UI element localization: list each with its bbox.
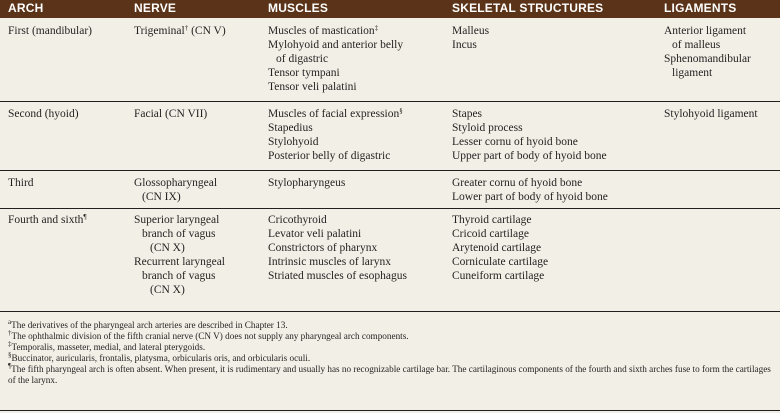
skeletal-cell: [452, 24, 489, 52]
muscles-cell: [268, 24, 403, 94]
arch-cell: [8, 213, 87, 227]
nerve-cell: [134, 176, 217, 204]
ligament-item: Sphenomandibular: [664, 53, 751, 65]
nerve-name: Glossopharyngeal: [134, 177, 218, 189]
footnote-pilcrow: [8, 364, 773, 386]
nerve-name: Recurrent laryngeal: [134, 256, 225, 268]
muscles-cell: [268, 107, 403, 163]
ligament-item: ligament: [672, 67, 713, 79]
muscle-item: Levator veli palatini: [268, 228, 362, 240]
nerve-name: Facial (CN VII): [134, 108, 208, 120]
ligament-item: of malleus: [672, 39, 721, 51]
arch-name: First (mandibular): [8, 25, 92, 37]
arch-name: Fourth and sixth: [8, 214, 84, 226]
skeletal-item: Cuneiform cartilage: [452, 270, 545, 282]
nerve-name: Trigeminal: [134, 25, 185, 37]
column-header-ligaments: LIGAMENTS: [664, 1, 737, 15]
nerve-name: (CN IX): [142, 191, 181, 203]
muscle-item: Stapedius: [268, 122, 313, 134]
footnote-text: The derivatives of the pharyngeal arch arteries are described in Chapter 13.: [11, 320, 288, 330]
footnote-mark: †: [184, 24, 189, 32]
ligaments-cell: [664, 107, 758, 121]
muscle-item: Posterior belly of digastric: [268, 150, 391, 162]
column-header-muscles: MUSCLES: [268, 1, 329, 15]
footnote-text: The fifth pharyngeal arch is often absent. When present, it is rudimentary and usually has no recognizable cartilage bar. The cartilaginous components of the fourth and sixth arches fuse to form the cartilages of the larynx.: [8, 364, 771, 385]
footnote-double-dagger: [8, 342, 773, 353]
footnote-dagger: [8, 331, 773, 342]
skeletal-item: Stapes: [452, 108, 483, 120]
footnote-mark: ¶: [83, 213, 87, 221]
arch-cell: [8, 24, 92, 38]
muscle-item: Cricothyroid: [268, 214, 327, 226]
column-header-arch: ARCH: [8, 1, 44, 15]
skeletal-item: Lesser cornu of hyoid bone: [452, 136, 578, 148]
footnote-mark: a: [8, 318, 12, 326]
muscle-item: Constrictors of pharynx: [268, 242, 378, 254]
nerve-name: branch of vagus: [142, 228, 216, 240]
skeletal-cell: [452, 107, 607, 163]
skeletal-item: Cricoid cartilage: [452, 228, 529, 240]
skeletal-item: Arytenoid cartilage: [452, 242, 542, 254]
muscle-item: Muscles of mastication: [268, 25, 375, 37]
nerve-name: (CN X): [150, 284, 185, 296]
footnote-mark: §: [399, 107, 403, 115]
muscles-cell: [268, 213, 407, 283]
row-divider: [0, 208, 780, 209]
ligaments-cell: [664, 24, 751, 80]
footnote-mark: ‡: [8, 340, 12, 348]
footnote-section: [8, 353, 773, 364]
muscle-item: Striated muscles of esophagus: [268, 270, 407, 282]
arch-name: Third: [8, 177, 34, 189]
footnotes: [8, 320, 773, 386]
row-divider: [0, 101, 780, 102]
arch-cell: [8, 107, 79, 121]
muscle-item: of digastric: [276, 53, 329, 65]
muscle-item: Stylohyoid: [268, 136, 319, 148]
column-header-nerve: NERVE: [134, 1, 177, 15]
nerve-suffix: (CN V): [188, 25, 226, 37]
skeletal-item: Greater cornu of hyoid bone: [452, 177, 583, 189]
row-divider: [0, 170, 780, 171]
muscle-item: Tensor tympani: [268, 67, 340, 79]
footnote-text: Buccinator, auricularis, frontalis, platysma, orbicularis oris, and orbicularis oculi.: [11, 353, 311, 363]
footnote-mark: ¶: [8, 362, 12, 370]
skeletal-item: Thyroid cartilage: [452, 214, 532, 226]
footnote-text: The ophthalmic division of the fifth cranial nerve (CN V) does not supply any pharyngeal arch components.: [11, 331, 409, 341]
arch-cell: [8, 176, 34, 190]
muscles-cell: [268, 176, 345, 190]
skeletal-item: Malleus: [452, 25, 490, 37]
footnote-mark: §: [8, 351, 12, 359]
muscle-item: Muscles of facial expression: [268, 108, 400, 120]
page-bottom-rule: [0, 410, 780, 411]
nerve-cell: [134, 24, 226, 38]
nerve-cell: [134, 213, 225, 297]
skeletal-cell: [452, 176, 608, 204]
footnote-mark: ‡: [374, 24, 379, 32]
muscle-item: Mylohyoid and anterior belly: [268, 39, 404, 51]
skeletal-item: Corniculate cartilage: [452, 256, 549, 268]
skeletal-item: Lower part of body of hyoid bone: [452, 191, 608, 203]
nerve-name: Superior laryngeal: [134, 214, 220, 226]
arch-name: Second (hyoid): [8, 108, 79, 120]
ligament-item: Stylohyoid ligament: [664, 108, 758, 120]
footnote-a: [8, 320, 773, 331]
nerve-name: (CN X): [150, 242, 185, 254]
footnote-mark: †: [8, 329, 12, 337]
table-bottom-rule: [0, 311, 780, 312]
skeletal-item: Upper part of body of hyoid bone: [452, 150, 607, 162]
skeletal-item: Styloid process: [452, 122, 523, 134]
skeletal-cell: [452, 213, 548, 283]
skeletal-item: Incus: [452, 39, 477, 51]
footnote-text: Temporalis, masseter, medial, and lateral pterygoids.: [11, 342, 206, 352]
table-header: [0, 0, 780, 18]
nerve-cell: [134, 107, 207, 121]
muscle-item: Intrinsic muscles of larynx: [268, 256, 391, 268]
column-header-skeletal: SKELETAL STRUCTURES: [452, 1, 604, 15]
nerve-name: branch of vagus: [142, 270, 216, 282]
ligament-item: Anterior ligament: [664, 25, 747, 37]
muscle-item: Tensor veli palatini: [268, 81, 357, 93]
muscle-item: Stylopharyngeus: [268, 177, 346, 189]
